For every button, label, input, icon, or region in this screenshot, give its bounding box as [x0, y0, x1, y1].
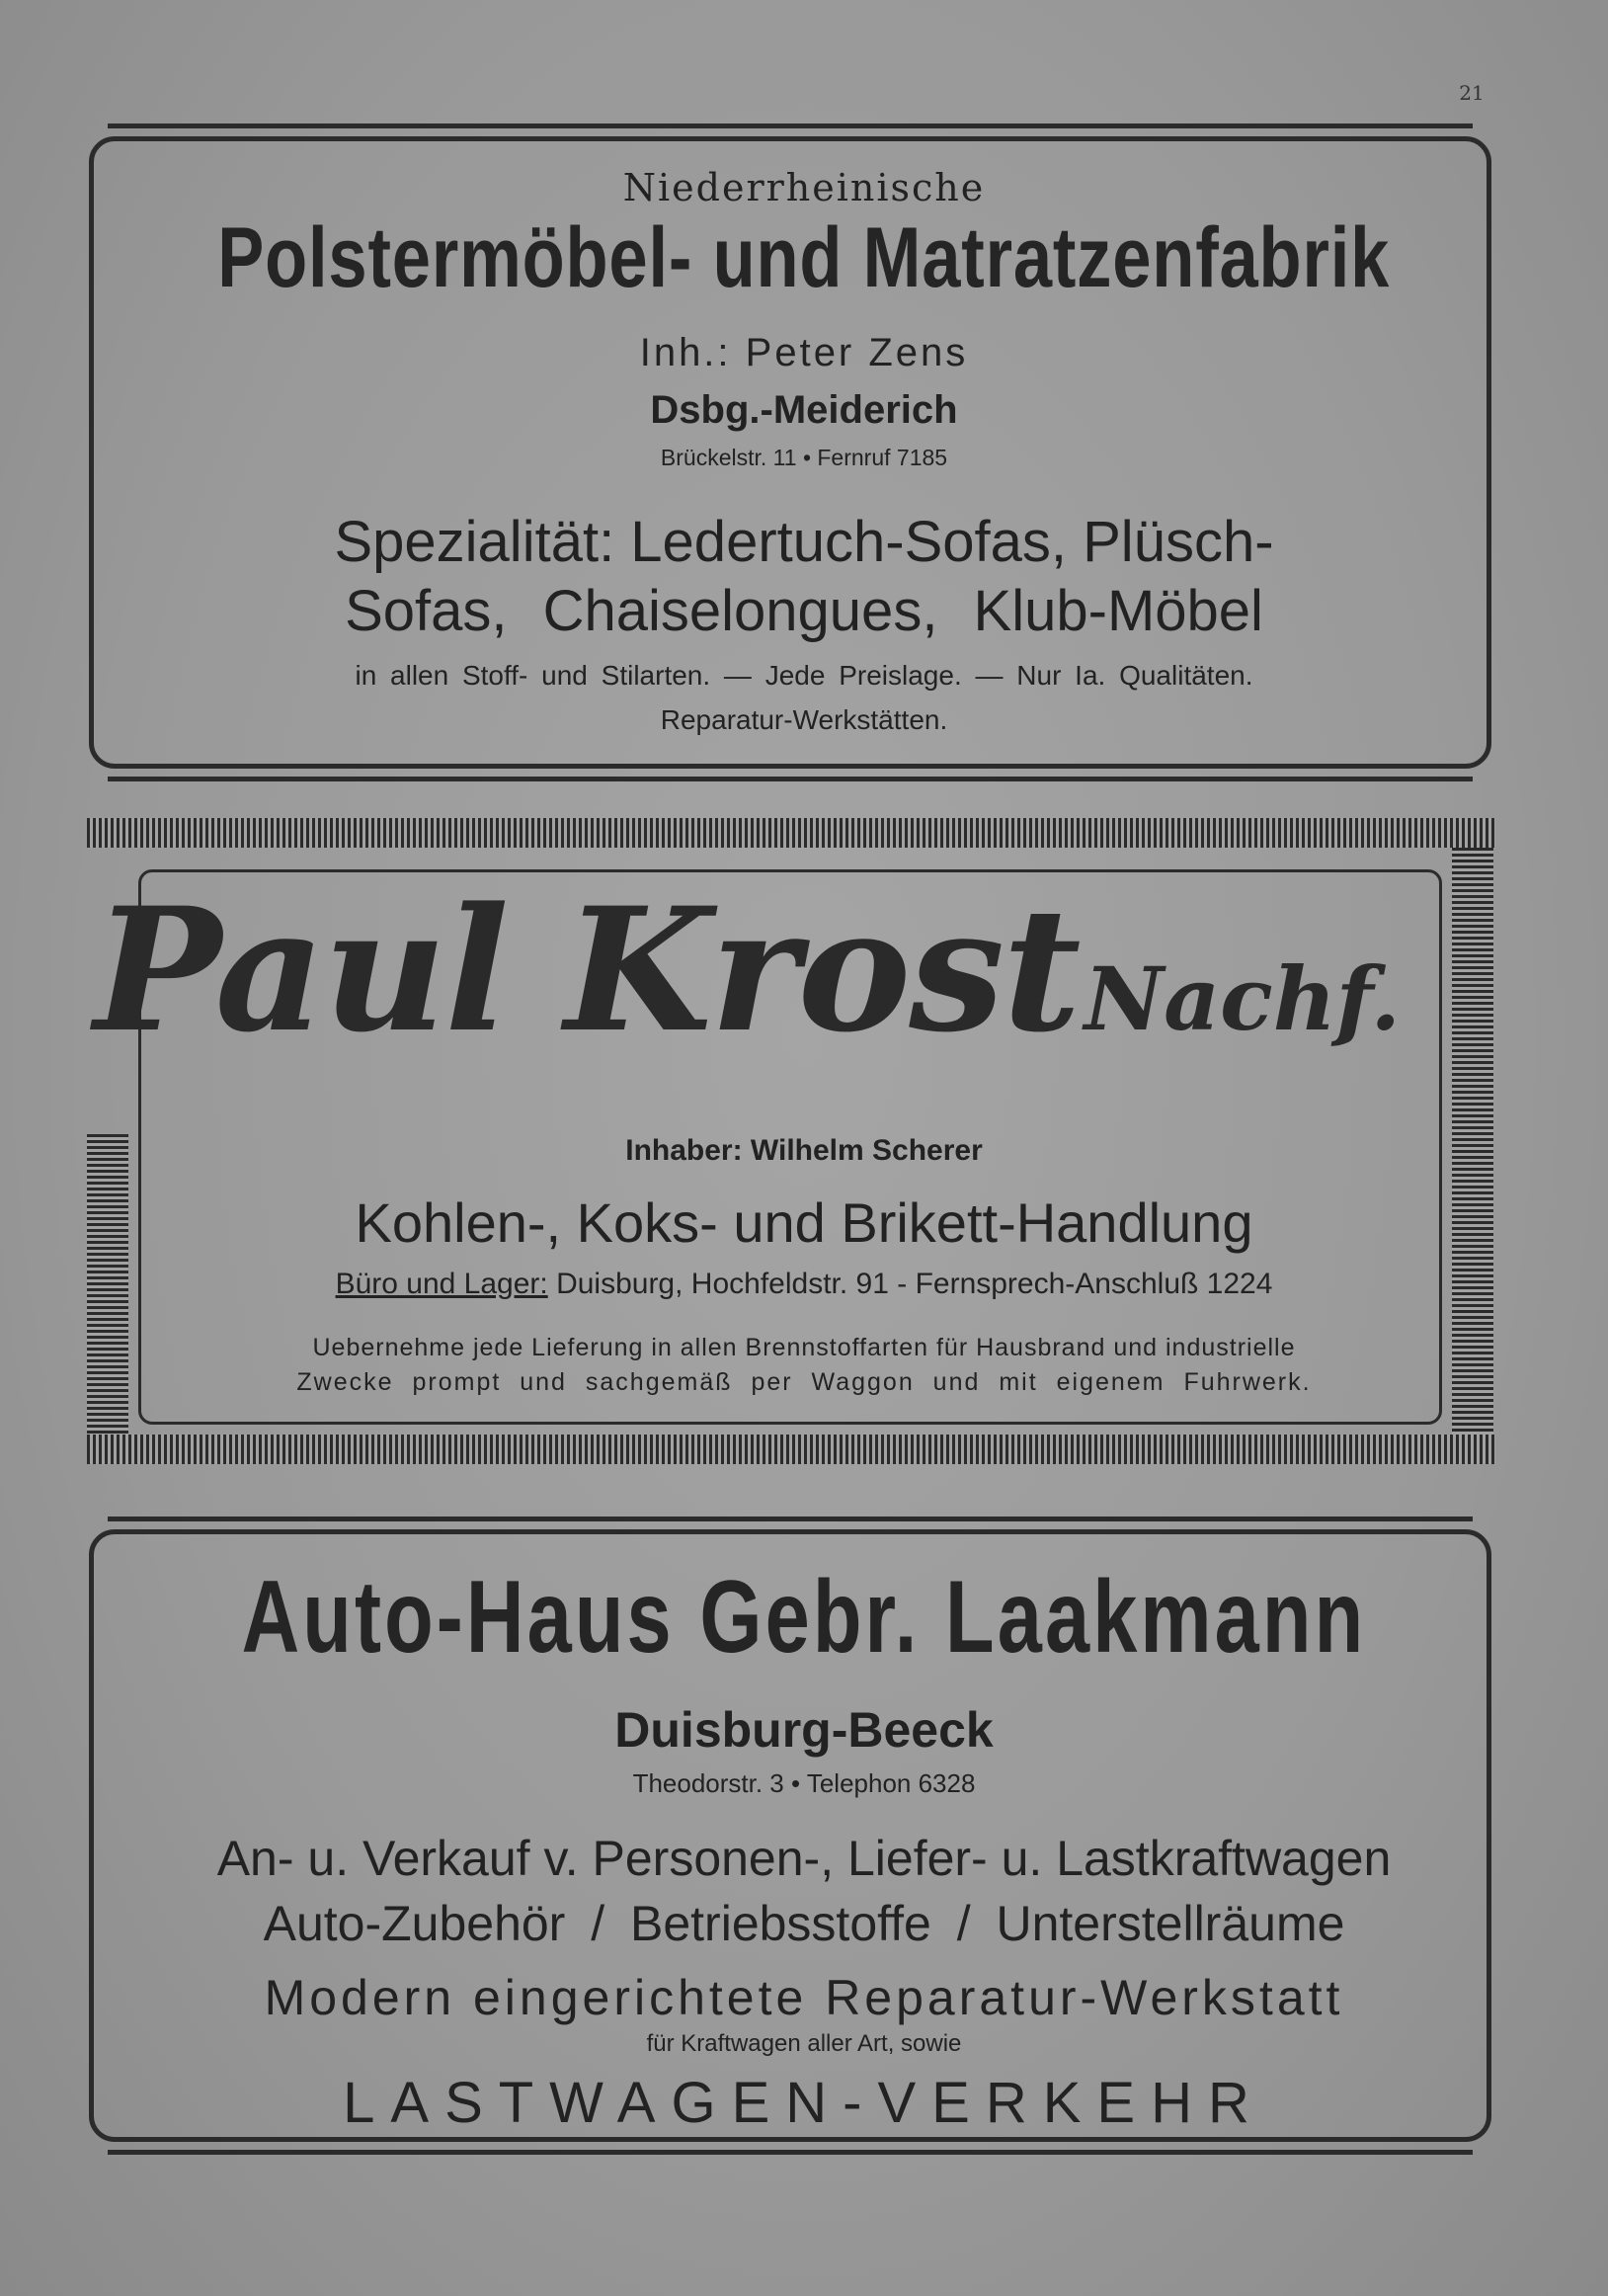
krost-owner: Inhaber: Wilhelm Scherer	[625, 1134, 983, 1167]
polster-title-wrap	[0, 209, 1608, 307]
krost-title-wrap	[94, 869, 1417, 1070]
polster-owner: Inh.: Peter Zens	[639, 331, 969, 374]
laakmann-title-wrap	[0, 1559, 1608, 1677]
krost-office-label: Büro und Lager:	[335, 1268, 548, 1300]
polster-specialty-2: Sofas, Chaiselongues, Klub-Möbel	[345, 579, 1263, 643]
page-number: 21	[1459, 81, 1485, 105]
polster-region: Niederrheinische	[622, 166, 986, 209]
krost-office-line	[0, 1268, 1608, 1301]
polster-city: Dsbg.-Meiderich	[650, 388, 958, 432]
laakmann-address: Theodorstr. 3 • Telephon 6328	[632, 1768, 976, 1798]
polster-specialty-1: Spezialität: Ledertuch-Sofas, Plüsch-	[334, 510, 1274, 574]
krost-title: Paul Krost	[94, 869, 1080, 1070]
polster-repair: Reparatur-Werkstätten.	[660, 704, 948, 735]
krost-trade: Kohlen-, Koks- und Brikett-Handlung	[355, 1191, 1253, 1254]
krost-suffix: Nachf.	[1084, 947, 1402, 1050]
laakmann-line-1: An- u. Verkauf v. Personen-, Liefer- u. Lastkraftwagen	[216, 1831, 1392, 1886]
krost-text-2: Zwecke prompt und sachgemäß per Waggon und mit eigenem Fuhrwerk.	[296, 1368, 1312, 1396]
laakmann-line-4: für Kraftwagen aller Art, sowie	[646, 2030, 962, 2057]
polster-address: Brückelstr. 11 • Fernruf 7185	[660, 445, 948, 470]
laakmann-city: Duisburg-Beeck	[614, 1702, 994, 1758]
laakmann-line-3: Modern eingerichtete Reparatur-Werkstatt	[264, 1970, 1344, 2025]
laakmann-line-5: LASTWAGEN-VERKEHR	[343, 2071, 1265, 2135]
polster-title: Polstermöbel- und Matratzenfabrik	[217, 210, 1391, 305]
krost-office-address: Duisburg, Hochfeldstr. 91 - Fernsprech-Anschluß 1224	[556, 1268, 1273, 1300]
laakmann-title: Auto-Haus Gebr. Laakmann	[241, 1560, 1367, 1675]
krost-text-1: Uebernehme jede Lieferung in allen Brennstoffarten für Hausbrand und industrielle	[312, 1334, 1296, 1361]
polster-details: in allen Stoff- und Stilarten. — Jede Preislage. — Nur Ia. Qualitäten.	[355, 660, 1253, 691]
laakmann-line-2: Auto-Zubehör / Betriebsstoffe / Unterstellräume	[263, 1896, 1345, 1951]
